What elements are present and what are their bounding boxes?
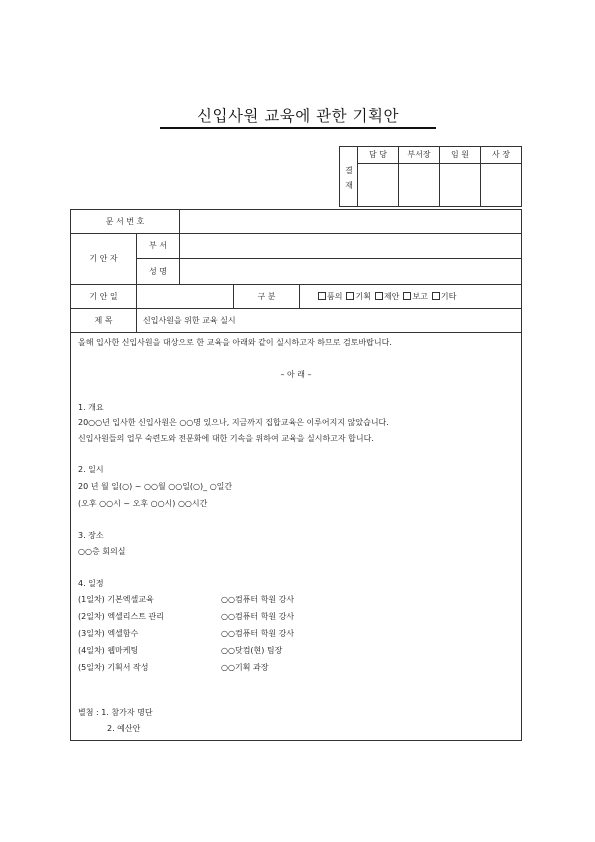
schedule-instructor: ○○컴퓨터 학원 강사 [221, 612, 295, 621]
approval-col-manager[interactable] [399, 147, 440, 206]
approval-box [339, 146, 522, 207]
schedule-instructor: ○○컴퓨터 학원 강사 [221, 629, 295, 638]
section-overview-title: 1. 개요 [78, 403, 104, 412]
approval-label-bottom: 재 [345, 181, 353, 190]
approval-col-header: 부서장 [399, 147, 439, 164]
section-datetime-title: 2. 일시 [78, 465, 104, 474]
approval-col-header: 담 당 [358, 147, 398, 164]
proposal-form [70, 209, 522, 741]
schedule-day: (5일차) 기획서 작성 [78, 663, 149, 672]
date-field[interactable] [137, 284, 233, 308]
category-option-bogo[interactable]: 보고 [403, 291, 427, 302]
section-overview-line: 20○○년 입사한 신입사원은 ○○명 있으나, 지금까지 집합교육은 이루어지지 않았습니다. [78, 418, 389, 427]
name-label: 성 명 [149, 267, 167, 276]
schedule-instructor: ○○컴퓨터 학원 강사 [221, 595, 295, 604]
schedule-day: (1일차) 기본엑셀교육 [78, 595, 154, 604]
form-rule [71, 332, 521, 333]
section-datetime-line: 20 년 월 일(○) ~ ○○월 ○○일(○)_ ○일간 [78, 482, 233, 491]
approval-col-staff[interactable] [358, 147, 399, 206]
section-overview-line: 신입사원들의 업무 숙련도와 전문화에 대한 기속을 위하여 교육을 실시하고자 합니다. [78, 434, 374, 443]
schedule-day: (2일차) 엑셀리스트 관리 [78, 612, 164, 621]
category-option-jean[interactable]: 제안 [375, 291, 399, 302]
schedule-day: (4일차) 웹마케팅 [78, 646, 139, 655]
schedule-instructor: ○○기획 과장 [221, 663, 269, 672]
approval-label-top: 결 [345, 166, 353, 175]
checkbox-icon [318, 292, 326, 300]
title-underline [160, 127, 436, 129]
section-schedule-title: 4. 일정 [78, 579, 104, 588]
below-marker: – 아 래 – [280, 370, 312, 379]
subject-label: 제 목 [94, 315, 113, 325]
date-label: 기 안 일 [89, 291, 118, 301]
section-place-line: ○○층 회의실 [78, 547, 126, 556]
doc-number-field[interactable] [180, 210, 521, 233]
category-label: 구 분 [257, 291, 276, 301]
category-option-gihoek[interactable]: 기획 [346, 291, 370, 302]
category-options [300, 284, 521, 308]
doc-number-label: 문 서 번 호 [105, 217, 145, 226]
form-rule [136, 308, 137, 332]
dept-field[interactable] [180, 233, 521, 258]
category-option-pumui[interactable]: 품의 [318, 291, 342, 302]
approval-col-executive[interactable] [440, 147, 481, 206]
category-option-gita[interactable]: 기타 [432, 291, 456, 302]
drafter-label: 기 안 자 [89, 254, 118, 263]
approval-col-header: 사 장 [481, 147, 521, 164]
checkbox-icon [403, 292, 411, 300]
schedule-day: (3일차) 엑셀함수 [78, 629, 139, 638]
name-field[interactable] [180, 259, 521, 284]
checkbox-icon [432, 292, 440, 300]
section-datetime-line: (오후 ○○시 ~ 오후 ○○시) ○○시간 [78, 499, 208, 508]
dept-label: 부 서 [149, 241, 167, 250]
checkbox-icon [375, 292, 383, 300]
subject-value[interactable]: 신입사원을 위한 교육 실시 [143, 315, 236, 325]
document-title: 신입사원 교육에 관한 기획안 [197, 107, 399, 125]
attachment-line: 별첨 : 1. 참가자 명단 [78, 708, 153, 717]
approval-label [340, 147, 358, 206]
checkbox-icon [346, 292, 354, 300]
intro-text: 올해 입사한 신입사원을 대상으로 한 교육을 아래와 같이 실시하고자 하므로 검토바랍니다. [78, 338, 392, 347]
schedule-instructor: ○○닷컴(현) 팀장 [221, 646, 283, 655]
approval-col-header: 임 원 [440, 147, 480, 164]
attachment-line: 2. 예산안 [107, 724, 141, 733]
section-place-title: 3. 장소 [78, 531, 104, 540]
form-rule [71, 308, 521, 309]
approval-col-president[interactable] [481, 147, 521, 206]
